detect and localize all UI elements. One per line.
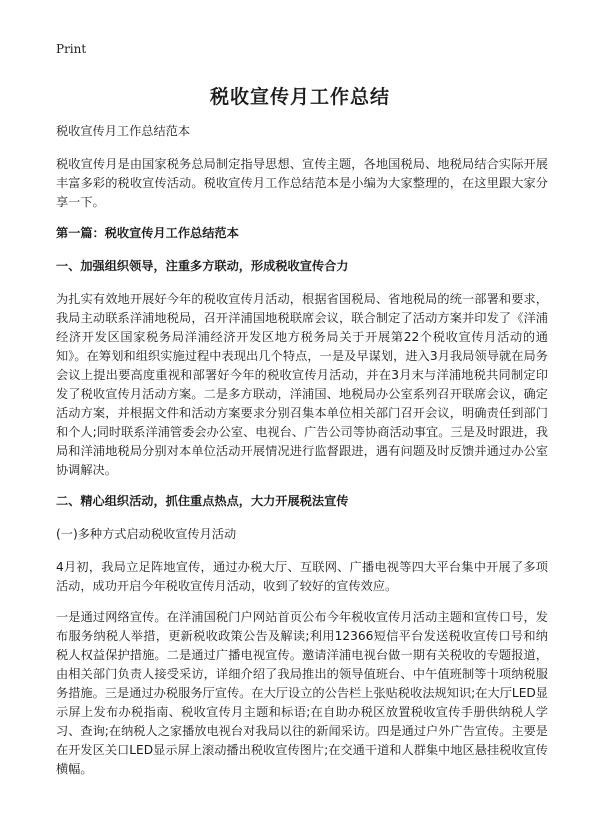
- section-2-paragraph-1: 4月初，我局立足阵地宣传，通过办税大厅、互联网、广播电视等四大平台集中开展了多项活动，成功开启今年税收宣传月活动，收到了较好的宣传效应。: [56, 560, 548, 593]
- document-body: [56, 122, 548, 791]
- document-subtitle: 税收宣传月工作总结范本: [56, 124, 191, 138]
- intro-paragraph: 税收宣传月是由国家税务总局制定指导思想、宣传主题，各地国税局、地税局结合实际开展丰富多彩的税收宣传活动。税收宣传月工作总结范本是小编为大家整理的，在这里跟大家分享一下。: [56, 157, 548, 209]
- page-title: 税收宣传月工作总结: [209, 86, 390, 108]
- section-2-paragraph-2: 一是通过网络宣传。在洋浦国税门户网站首页公布今年税收宣传月活动主题和宣传口号，发布服务纳税人举措，更新税收政策公告及解读;利用12366短信平台发送税收宣传口号和纳税人权益保护措施。二是通过广播电视宣传。邀请洋浦电视台做一期有关税收的专题报道，由相关部门负责人接受采访，详细介绍了我局推出的领导值班台、中午值班制等十项纳税服务措施。三是通过办税服务厅宣传。在大厅设立的公告栏上张贴税收法规知识;在大厅LED显示屏上发布办税指南、税收宣传月主题和标语;在自助办税区放置税收宣传手册供纳税人学习、查询;在纳税人之家播放电视台对我局以往的新闻采访。四是通过户外广告宣传。主要是在开发区关口LED显示屏上滚动播出税收宣传图片;在交通干道和人群集中地区悬挂税收宣传横幅。: [56, 610, 548, 776]
- section-1-heading: 一、加强组织领导，注重多方联动，形成税收宣传合力: [56, 259, 349, 273]
- section-1-paragraph: 为扎实有效地开展好今年的税收宣传月活动，根据省国税局、省地税局的统一部署和要求，我局主动联系洋浦地税局，召开洋浦国地税联席会议，联合制定了活动方案并印发了《洋浦经济开发区国家税务局洋浦经济开发区地方税务局关于开展第22个税收宣传月活动的通知》。在筹划和组织实施过程中表现出几个特点，一是及早谋划，进入3月我局领导就在局务会议上提出要高度重视和部署好今年的税收宣传月活动，并在3月末与洋浦地税共同制定印发了税收宣传月活动方案。二是多方联动，洋浦国、地税局办公室系列召开联席会议，确定活动方案，并根据文件和活动方案要求分别召集本单位相关部门召开会议，明确责任到部门和个人;同时联系洋浦管委会办公室、电视台、广告公司等协商活动事宜。三是及时跟进，我局和洋浦地税局分别对本单位活动开展情况进行监督跟进，遇有问题及时反馈并通过办公室协调解决。: [56, 292, 548, 477]
- section-2-heading: 二、精心组织活动，抓住重点热点，大力开展税法宣传: [56, 494, 349, 508]
- part-heading: 第一篇：税收宣传月工作总结范本: [56, 226, 239, 240]
- section-2-subheading: (一)多种方式启动税收宣传月活动: [56, 527, 237, 541]
- print-label: Print: [56, 42, 87, 56]
